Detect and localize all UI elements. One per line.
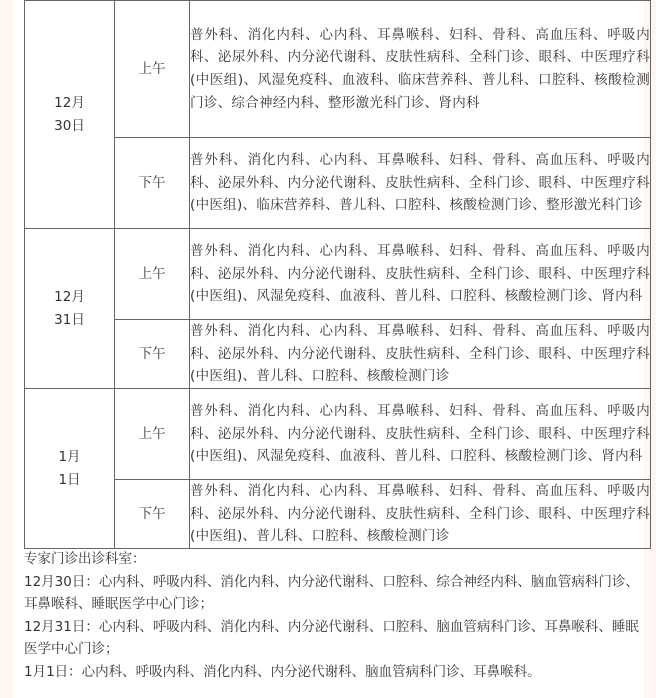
expert-clinic-notes — [24, 548, 644, 684]
departments-morning: 普外科、消化内科、心内科、耳鼻喉科、妇科、骨科、高血压科、呼吸内科、泌尿外科、内分泌代谢科、皮肤性病科、全科门诊、眼科、中医理疗科(中医组)、风湿免疫科、血液科、普儿科、口腔科、核酸检测门诊、肾内科 — [190, 229, 651, 320]
date-month: 12月 — [54, 288, 85, 305]
period-morning: 上午 — [115, 229, 190, 320]
date-cell — [25, 1, 115, 229]
date-month: 1月 — [58, 448, 81, 465]
period-afternoon: 下午 — [115, 320, 190, 389]
content-panel — [14, 0, 650, 698]
schedule-row-afternoon — [25, 320, 651, 389]
schedule-row-morning — [25, 229, 651, 320]
period-afternoon: 下午 — [115, 480, 190, 549]
date-day: 30日 — [54, 117, 85, 134]
departments-morning: 普外科、消化内科、心内科、耳鼻喉科、妇科、骨科、高血压科、呼吸内科、泌尿外科、内分泌代谢科、皮肤性病科、全科门诊、眼科、中医理疗科(中医组)、风湿免疫科、血液科、临床营养科、普儿科、口腔科、核酸检测门诊、综合神经内科、整形激光科门诊、肾内科 — [190, 1, 651, 138]
date-day: 1日 — [58, 471, 81, 488]
schedule-table — [24, 0, 651, 549]
notes-day2: 12月31日：心内科、呼吸内科、消化内科、内分泌代谢科、口腔科、脑血管病科门诊、耳鼻喉科、睡眠医学中心门诊； — [24, 618, 639, 658]
period-morning: 上午 — [115, 389, 190, 480]
departments-afternoon: 普外科、消化内科、心内科、耳鼻喉科、妇科、骨科、高血压科、呼吸内科、泌尿外科、内分泌代谢科、皮肤性病科、全科门诊、眼科、中医理疗科(中医组)、临床营养科、普儿科、口腔科、核酸检测门诊、整形激光科门诊 — [190, 138, 651, 229]
period-afternoon: 下午 — [115, 138, 190, 229]
departments-afternoon: 普外科、消化内科、心内科、耳鼻喉科、妇科、骨科、高血压科、呼吸内科、泌尿外科、内分泌代谢科、皮肤性病科、全科门诊、眼科、中医理疗科(中医组)、普儿科、口腔科、核酸检测门诊 — [190, 480, 651, 549]
schedule-row-afternoon — [25, 480, 651, 549]
date-month: 12月 — [54, 94, 85, 111]
schedule-row-morning — [25, 389, 651, 480]
departments-afternoon: 普外科、消化内科、心内科、耳鼻喉科、妇科、骨科、高血压科、呼吸内科、泌尿外科、内分泌代谢科、皮肤性病科、全科门诊、眼科、中医理疗科(中医组)、普儿科、口腔科、核酸检测门诊 — [190, 320, 651, 389]
notes-heading: 专家门诊出诊科室： — [24, 551, 146, 567]
date-cell — [25, 229, 115, 389]
schedule-row-afternoon — [25, 138, 651, 229]
date-day: 31日 — [54, 311, 85, 328]
notes-day3: 1月1日：心内科、呼吸内科、消化内科、内分泌代谢科、脑血管病科门诊、耳鼻喉科。 — [24, 663, 541, 680]
departments-morning: 普外科、消化内科、心内科、耳鼻喉科、妇科、骨科、高血压科、呼吸内科、泌尿外科、内分泌代谢科、皮肤性病科、全科门诊、眼科、中医理疗科(中医组)、风湿免疫科、血液科、普儿科、口腔科、核酸检测门诊、肾内科 — [190, 389, 651, 480]
period-morning: 上午 — [115, 1, 190, 138]
notes-day1: 12月30日：心内科、呼吸内科、消化内科、内分泌代谢科、口腔科、综合神经内科、脑血管病科门诊、耳鼻喉科、睡眠医学中心门诊； — [24, 573, 639, 613]
schedule-row-morning — [25, 1, 651, 138]
date-cell — [25, 389, 115, 549]
